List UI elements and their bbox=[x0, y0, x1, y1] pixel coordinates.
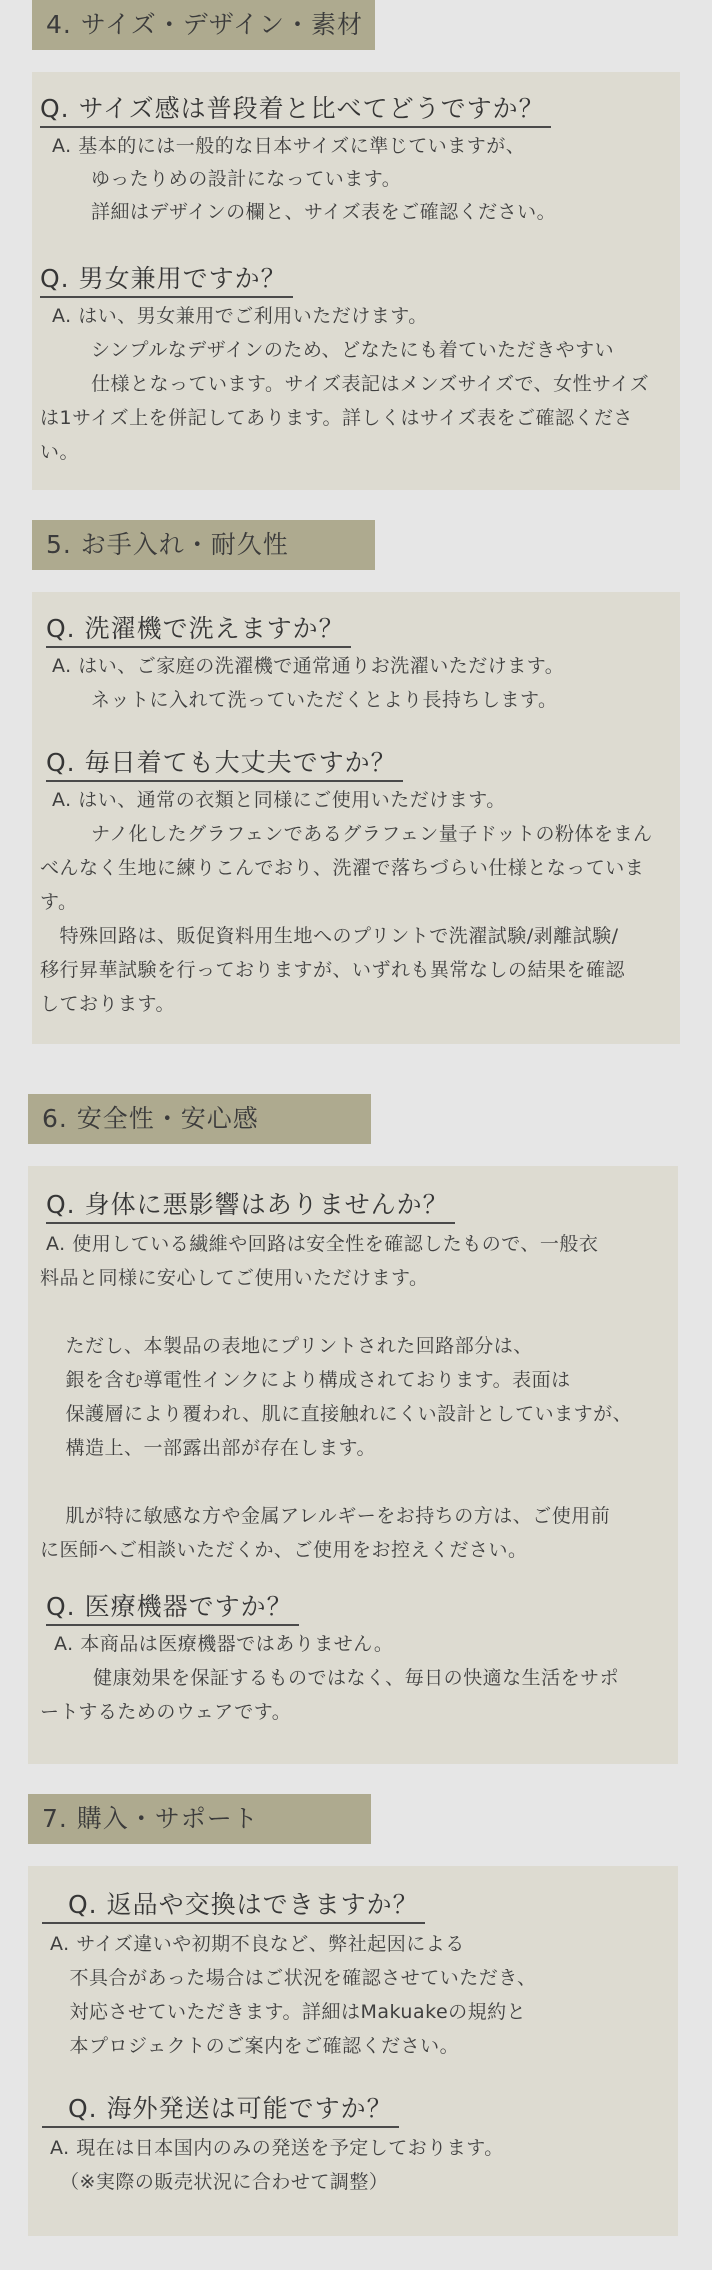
faq-answer-line: べんなく生地に練りこんでおり、洗濯で落ちづらい仕様となっていま bbox=[40, 857, 645, 879]
faq-question: Q. サイズ感は普段着と比べてどうですか？ bbox=[40, 92, 551, 128]
section-header-safety: 6. 安全性・安心感 bbox=[28, 1094, 371, 1144]
faq-answer-line: 保護層により覆われ、肌に直接触れにくい設計としていますが、 bbox=[46, 1403, 633, 1425]
faq-answer-line: 仕様となっています。サイズ表記はメンズサイズで、女性サイズ bbox=[52, 373, 650, 395]
faq-answer-line: 健康効果を保証するものではなく、毎日の快適な生活をサポ bbox=[54, 1667, 620, 1689]
section-header-size-design: 4. サイズ・デザイン・素材 bbox=[32, 0, 375, 50]
faq-panel-size-design bbox=[32, 72, 680, 490]
faq-answer-line: （※実際の販売状況に合わせて調整） bbox=[50, 2171, 389, 2193]
faq-answer-line: 料品と同様に安心してご使用いただけます。 bbox=[40, 1267, 429, 1289]
faq-answer-line: A. 使用している繊維や回路は安全性を確認したもので、一般衣 bbox=[46, 1233, 599, 1255]
faq-answer-line: ートするためのウェアです。 bbox=[40, 1701, 292, 1723]
faq-question: Q. 返品や交換はできますか？ bbox=[42, 1888, 425, 1924]
faq-answer-line: 銀を含む導電性インクにより構成されております。表面は bbox=[46, 1369, 571, 1391]
faq-answer-line: A. 現在は日本国内のみの発送を予定しております。 bbox=[50, 2137, 504, 2159]
faq-panel-safety bbox=[28, 1166, 678, 1764]
faq-question: Q. 毎日着ても大丈夫ですか？ bbox=[46, 746, 403, 782]
faq-answer-line: に医師へご相談いただくか、ご使用をお控えください。 bbox=[40, 1539, 528, 1561]
faq-answer-line: A. はい、男女兼用でご利用いただけます。 bbox=[52, 305, 428, 327]
faq-answer-line: A. サイズ違いや初期不良など、弊社起因による bbox=[50, 1933, 465, 1955]
faq-answer-line: 特殊回路は、販促資料用生地へのプリントで洗濯試験/剥離試験/ bbox=[40, 925, 619, 947]
faq-answer-line: 肌が特に敏感な方や金属アレルギーをお持ちの方は、ご使用前 bbox=[46, 1505, 611, 1527]
faq-answer-line: 対応させていただきます。詳細はMakuakeの規約と bbox=[50, 2001, 527, 2023]
faq-answer-line: ネットに入れて洗っていただくとより長持ちします。 bbox=[52, 689, 558, 711]
faq-answer-line: す。 bbox=[40, 891, 78, 913]
section-header-care-durability: 5. お手入れ・耐久性 bbox=[32, 520, 375, 570]
faq-answer-line: 不具合があった場合はご状況を確認させていただき、 bbox=[50, 1967, 537, 1989]
faq-answer-line: い。 bbox=[40, 441, 80, 463]
faq-answer-line: ナノ化したグラフェンであるグラフェン量子ドットの粉体をまん bbox=[52, 823, 653, 845]
faq-answer-line: 詳細はデザインの欄と、サイズ表をご確認ください。 bbox=[52, 201, 557, 223]
faq-answer-line: シンプルなデザインのため、どなたにも着ていただきやすい bbox=[52, 339, 615, 361]
faq-answer-line: 本プロジェクトのご案内をご確認ください。 bbox=[50, 2035, 460, 2057]
faq-panel-purchase-support bbox=[28, 1866, 678, 2236]
faq-answer-line: A. 基本的には一般的な日本サイズに準じていますが、 bbox=[52, 135, 526, 157]
faq-answer-line: A. はい、通常の衣類と同様にご使用いただけます。 bbox=[52, 789, 506, 811]
faq-question: Q. 男女兼用ですか？ bbox=[40, 262, 293, 298]
faq-panel-care-durability bbox=[32, 592, 680, 1044]
faq-question: Q. 海外発送は可能ですか？ bbox=[42, 2092, 399, 2128]
faq-question: Q. 洗濯機で洗えますか？ bbox=[46, 612, 351, 648]
faq-question: Q. 身体に悪影響はありませんか？ bbox=[46, 1188, 455, 1224]
faq-answer-line: A. 本商品は医療機器ではありません。 bbox=[54, 1633, 394, 1655]
faq-answer-line: しております。 bbox=[40, 993, 175, 1015]
faq-answer-line: 移行昇華試験を行っておりますが、いずれも異常なしの結果を確認 bbox=[40, 959, 626, 981]
faq-answer-line: ただし、本製品の表地にプリントされた回路部分は、 bbox=[46, 1335, 533, 1357]
faq-answer-line: ゆったりめの設計になっています。 bbox=[52, 168, 402, 190]
faq-answer-line: A. はい、ご家庭の洗濯機で通常通りお洗濯いただけます。 bbox=[52, 655, 565, 677]
faq-answer-line: 構造上、一部露出部が存在します。 bbox=[46, 1437, 376, 1459]
faq-answer-line: は1サイズ上を併記してあります。詳しくはサイズ表をご確認くださ bbox=[40, 407, 634, 429]
section-header-purchase-support: 7. 購入・サポート bbox=[28, 1794, 371, 1844]
faq-question: Q. 医療機器ですか？ bbox=[46, 1590, 299, 1626]
